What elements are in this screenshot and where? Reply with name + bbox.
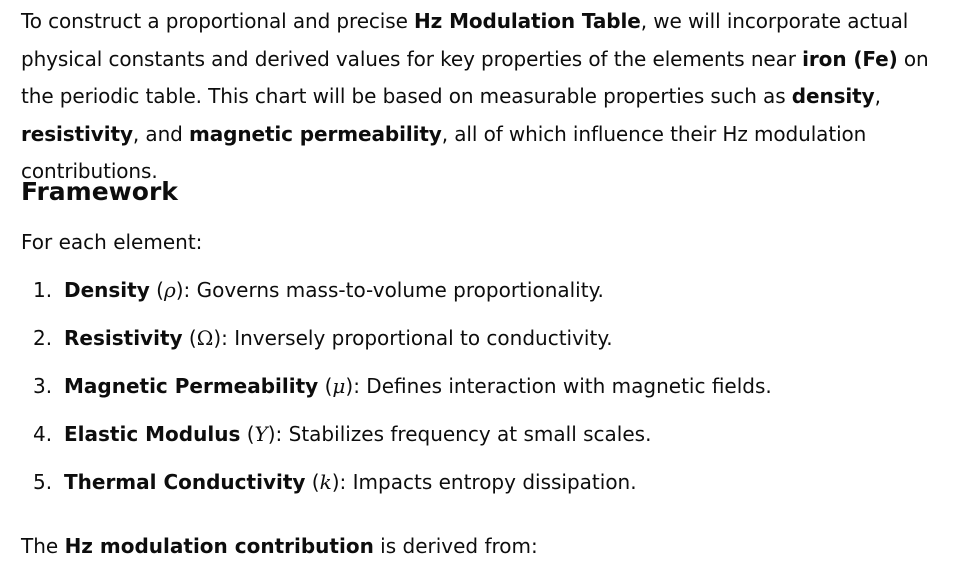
paren-close: ) (331, 470, 340, 494)
property-name: Thermal Conductivity (64, 470, 306, 494)
paren-open: ( (149, 278, 164, 302)
intro-text-1: To construct a proportional and precise (21, 9, 415, 33)
intro-text-2: , we will incorporate actual physical constants and derived values for key properties of the elements near (21, 9, 909, 71)
list-item-number: 4. (33, 422, 53, 446)
list-item-number: 2. (33, 326, 53, 350)
list-item-number: 5. (33, 470, 53, 494)
paren-close: ) (213, 326, 222, 350)
intro-text-5: , and (132, 121, 190, 146)
intro-text-6: , all of which influence their Hz modulation contributions. (21, 121, 867, 183)
for-each-label: For each element: (21, 230, 203, 254)
properties-list (0, 274, 772, 514)
property-symbol: μ (332, 374, 346, 398)
closing-paragraph (21, 530, 538, 562)
intro-text-4: , (874, 84, 881, 108)
property-symbol: Y (254, 422, 268, 446)
property-description: : Governs mass-to-volume proportionality. (183, 278, 604, 302)
list-item-number: 3. (33, 374, 53, 398)
intro-bold-resistivity: resistivity (21, 121, 133, 146)
list-item (0, 466, 772, 514)
list-item (0, 274, 772, 322)
closing-text-1: The (21, 534, 65, 558)
paren-close: ) (175, 278, 184, 302)
paren-close: ) (345, 374, 354, 398)
property-description: : Defines interaction with magnetic fields. (353, 374, 772, 398)
property-name: Density (64, 278, 150, 302)
intro-bold-density: density (791, 84, 875, 108)
property-description: : Inversely proportional to conductivity. (221, 326, 613, 350)
intro-text-3: on the periodic table. This chart will be based on measurable properties such as (21, 46, 929, 108)
intro-paragraph (21, 0, 966, 191)
closing-bold: Hz modulation contribution (64, 534, 374, 558)
paren-open: ( (305, 470, 320, 494)
paren-close: ) (267, 422, 276, 446)
paren-open: ( (182, 326, 197, 350)
list-item (0, 370, 772, 418)
property-symbol: ρ (163, 278, 176, 302)
property-name: Magnetic Permeability (64, 374, 319, 398)
intro-bold-iron: iron (Fe) (802, 46, 898, 71)
paren-open: ( (240, 422, 255, 446)
closing-text-2: is derived from: (373, 534, 538, 558)
property-description: : Stabilizes frequency at small scales. (275, 422, 652, 446)
list-item (0, 322, 772, 370)
framework-heading: Framework (21, 177, 178, 206)
list-item (0, 418, 772, 466)
property-name: Resistivity (64, 326, 183, 350)
property-symbol: Ω (196, 326, 214, 350)
property-description: : Impacts entropy dissipation. (339, 470, 637, 494)
property-name: Elastic Modulus (64, 422, 241, 446)
list-item-number: 1. (33, 278, 53, 302)
intro-bold-table: Hz Modulation Table (414, 9, 641, 33)
intro-bold-permeability: magnetic permeability (189, 121, 442, 146)
paren-open: ( (318, 374, 333, 398)
property-symbol: k (319, 470, 332, 494)
